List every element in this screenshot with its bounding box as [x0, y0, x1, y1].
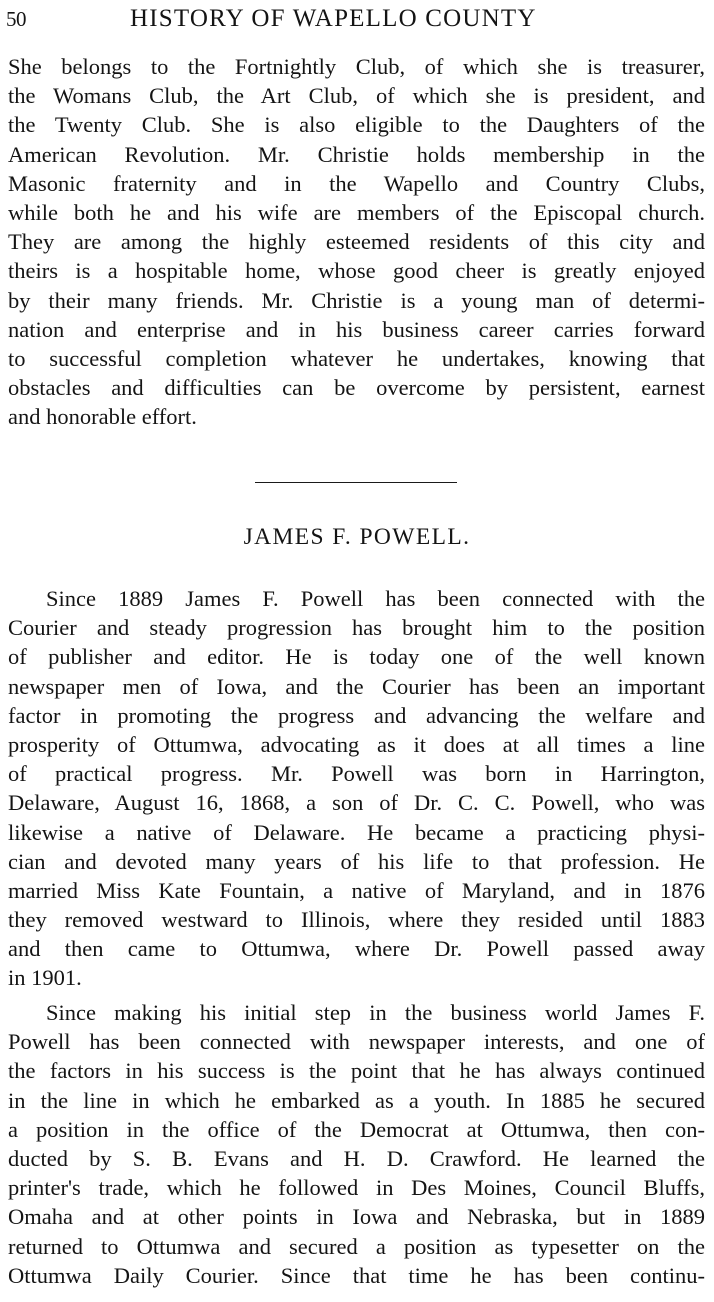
text-line: likewise a native of Delaware. He became a practicing physi-: [8, 819, 705, 845]
paragraph-powell-career: [8, 998, 705, 1290]
paragraph-powell-biography: [8, 584, 705, 993]
text-line: prosperity of Ottumwa, advocating as it does at all times a line: [8, 731, 705, 757]
text-line: Since 1889 James F. Powell has been connected with the: [46, 586, 705, 611]
text-line: theirs is a hospitable home, whose good cheer is greatly enjoyed: [8, 258, 705, 284]
text-line: married Miss Kate Fountain, a native of Maryland, and in 1876: [8, 877, 705, 903]
text-line: Masonic fraternity and in the Wapello and Country Clubs,: [8, 170, 705, 196]
text-line: the Womans Club, the Art Club, of which she is president, and: [8, 83, 705, 109]
text-line: returned to Ottumwa and secured a position as typesetter on the: [8, 1233, 705, 1259]
text-line: They are among the highly esteemed residents of this city and: [8, 229, 705, 255]
text-line: She belongs to the Fortnightly Club, of which she is treasurer,: [8, 54, 705, 79]
text-line: in the line in which he embarked as a youth. In 1885 he secured: [8, 1087, 705, 1113]
text-line: by their many friends. Mr. Christie is a young man of determi-: [8, 287, 705, 313]
text-line: factor in promoting the progress and advancing the welfare and: [8, 702, 705, 728]
text-line: of publisher and editor. He is today one of the well known: [8, 644, 705, 670]
text-line: the factors in his success is the point that he has always continued: [8, 1058, 705, 1084]
section-divider: [255, 482, 457, 483]
text-line: in 1901.: [8, 965, 82, 991]
text-line: Omaha and at other points in Iowa and Nebraska, but in 1889: [8, 1204, 705, 1230]
section-heading: JAMES F. POWELL.: [243, 524, 471, 550]
text-line: printer's trade, which he followed in Des Moines, Council Bluffs,: [8, 1175, 705, 1201]
text-line: to successful completion whatever he undertakes, knowing that: [8, 345, 705, 371]
text-line: obstacles and difficulties can be overcome by persistent, earnest: [8, 375, 705, 401]
text-line: ducted by S. B. Evans and H. D. Crawford. He learned the: [8, 1145, 705, 1171]
text-line: Since making his initial step in the business world James F.: [46, 1000, 705, 1025]
text-line: the Twenty Club. She is also eligible to the Daughters of the: [8, 112, 705, 138]
text-line: Ottumwa Daily Courier. Since that time he has been continu-: [8, 1262, 705, 1288]
text-line: Powell has been connected with newspaper interests, and one of: [8, 1029, 705, 1055]
text-line: a position in the office of the Democrat at Ottumwa, then con-: [8, 1116, 705, 1142]
text-line: they removed westward to Illinois, where they resided until 1883: [8, 907, 705, 933]
text-line: and then came to Ottumwa, where Dr. Powell passed away: [8, 936, 705, 962]
text-line: Delaware, August 16, 1868, a son of Dr. C. C. Powell, who was: [8, 790, 705, 816]
text-line: newspaper men of Iowa, and the Courier has been an important: [8, 673, 705, 699]
text-line: and honorable effort.: [8, 404, 197, 430]
text-line: American Revolution. Mr. Christie holds membership in the: [8, 141, 705, 167]
page-number: 50: [6, 7, 26, 31]
text-line: nation and enterprise and in his business career carries forward: [8, 316, 705, 342]
page-header: [0, 0, 714, 40]
text-line: Courier and steady progression has brought him to the position: [8, 615, 705, 641]
text-line: cian and devoted many years of his life to that profession. He: [8, 848, 705, 874]
paragraph-christie-closing: [8, 52, 705, 431]
running-title: HISTORY OF WAPELLO COUNTY: [130, 5, 537, 32]
text-line: while both he and his wife are members of the Episcopal church.: [8, 199, 705, 225]
text-line: of practical progress. Mr. Powell was born in Harrington,: [8, 761, 705, 787]
